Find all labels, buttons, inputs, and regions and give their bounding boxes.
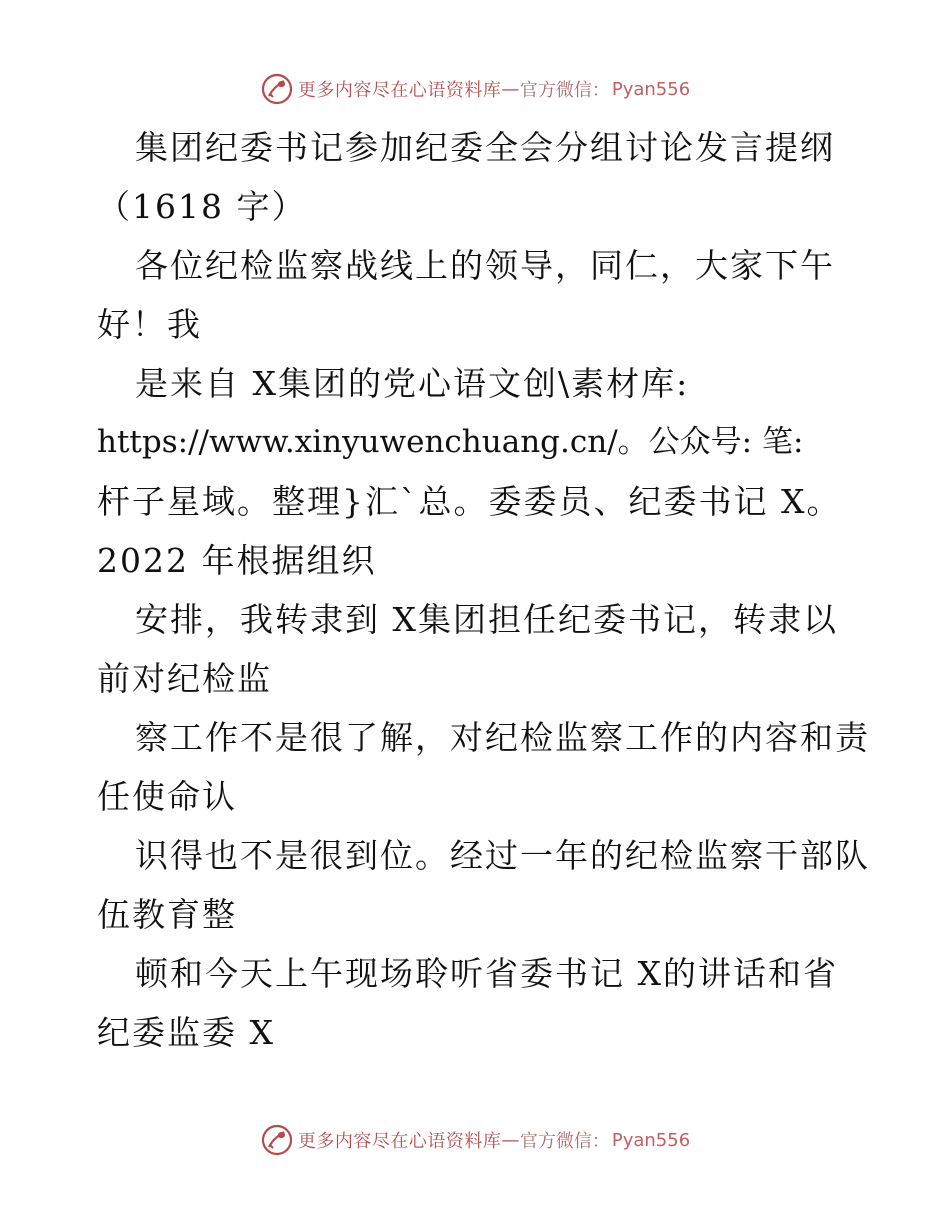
paragraph-line: 好！我	[97, 305, 202, 344]
paragraph-line: 任使命认	[97, 777, 237, 816]
watermark-dash: —	[501, 78, 520, 100]
watermark-dash: —	[501, 1129, 520, 1151]
footer-watermark	[0, 1123, 950, 1157]
document-title: 集团纪委书记参加纪委全会分组讨论发言提纲	[135, 128, 835, 167]
paragraph-line: https://www.xinyuwenchuang.cn/。公众号: 笔:	[97, 424, 804, 460]
paragraph-line: 2022 年根据组织	[97, 541, 377, 580]
paragraph-line: 是来自 X集团的党心语文创\素材库:	[135, 364, 690, 403]
watermark-site-text: 更多内容尽在心语资料库	[297, 1131, 502, 1152]
document-body	[97, 118, 870, 1062]
paragraph-line: 纪委监委 X	[97, 1013, 275, 1052]
watermark-wechat-label: 官方微信：	[519, 80, 610, 101]
paragraph-line: 伍教育整	[97, 895, 237, 934]
rose-pen-logo-icon	[260, 1123, 294, 1157]
document-word-count: （1618 字）	[97, 187, 307, 226]
watermark-wechat-label: 官方微信：	[519, 1131, 610, 1152]
paragraph-line: 顿和今天上午现场聆听省委书记 X的讲话和省	[135, 954, 838, 993]
paragraph-line: 察工作不是很了解，对纪检监察工作的内容和责	[135, 718, 870, 757]
watermark-wechat-id: Pyan556	[611, 1129, 691, 1151]
paragraph-line: 安排，我转隶到 X集团担任纪委书记，转隶以	[135, 600, 838, 639]
rose-pen-logo-icon	[260, 72, 294, 106]
header-watermark	[0, 72, 950, 106]
paragraph-line: 识得也不是很到位。经过一年的纪检监察干部队	[135, 836, 870, 875]
watermark-site-text: 更多内容尽在心语资料库	[297, 80, 502, 101]
paragraph-line: 前对纪检监	[97, 659, 272, 698]
watermark-wechat-id: Pyan556	[611, 78, 691, 100]
paragraph-line: 各位纪检监察战线上的领导，同仁，大家下午	[135, 246, 835, 285]
paragraph-line: 杆子星域。整理}汇`总。委委员、纪委书记 X。	[97, 482, 842, 521]
